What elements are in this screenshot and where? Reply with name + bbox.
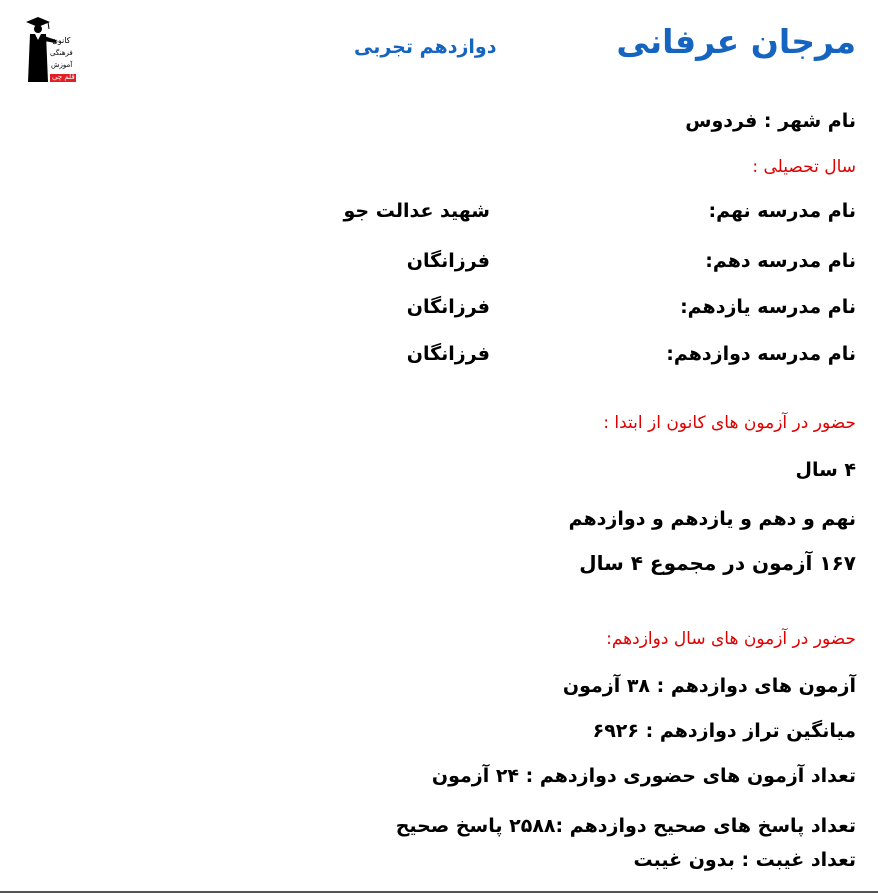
city-line: نام شهر : فردوس — [685, 110, 856, 132]
school-12-value: فرزانگان — [406, 343, 490, 365]
school-12-label: نام مدرسه دوازدهم: — [666, 343, 856, 365]
school-11-value: فرزانگان — [406, 296, 490, 318]
exams-12-count: آزمون های دوازدهم : ۳۸ آزمون — [562, 675, 856, 697]
logo-line-4: قلم چی — [52, 73, 75, 81]
school-years-heading: سال تحصیلی : — [752, 157, 856, 177]
school-9-value: شهید عدالت جو — [343, 200, 490, 222]
absence-count: تعداد غیبت : بدون غیبت — [633, 849, 856, 871]
grade-label: دوازدهم تجربی — [354, 36, 497, 58]
school-10-value: فرزانگان — [406, 250, 490, 272]
kanoon-logo — [22, 14, 78, 84]
school-11-label: نام مدرسه یازدهم: — [680, 296, 856, 318]
student-name: مرجان عرفانی — [616, 22, 856, 61]
average-score-12: میانگین تراز دوازدهم : ۶۹۲۶ — [592, 720, 856, 742]
logo-line-1: کانون — [52, 36, 71, 45]
attendance-12-heading: حضور در آزمون های سال دوازدهم: — [606, 629, 856, 649]
logo-line-2: فرهنگی — [50, 49, 73, 57]
attendance-total: ۱۶۷ آزمون در مجموع ۴ سال — [579, 551, 856, 575]
attendance-all-heading: حضور در آزمون های کانون از ابتدا : — [603, 413, 856, 433]
logo-line-3: آموزش — [51, 61, 73, 69]
school-10-label: نام مدرسه دهم: — [705, 250, 856, 272]
school-9-label: نام مدرسه نهم: — [708, 200, 856, 222]
attendance-grades: نهم و دهم و یازدهم و دوازدهم — [568, 508, 856, 530]
attendance-years: ۴ سال — [795, 459, 856, 481]
in-person-exams-12: تعداد آزمون های حضوری دوازدهم : ۲۴ آزمون — [431, 765, 856, 787]
correct-answers-12: تعداد پاسخ های صحیح دوازدهم :۲۵۸۸ پاسخ صحیح — [395, 815, 856, 837]
